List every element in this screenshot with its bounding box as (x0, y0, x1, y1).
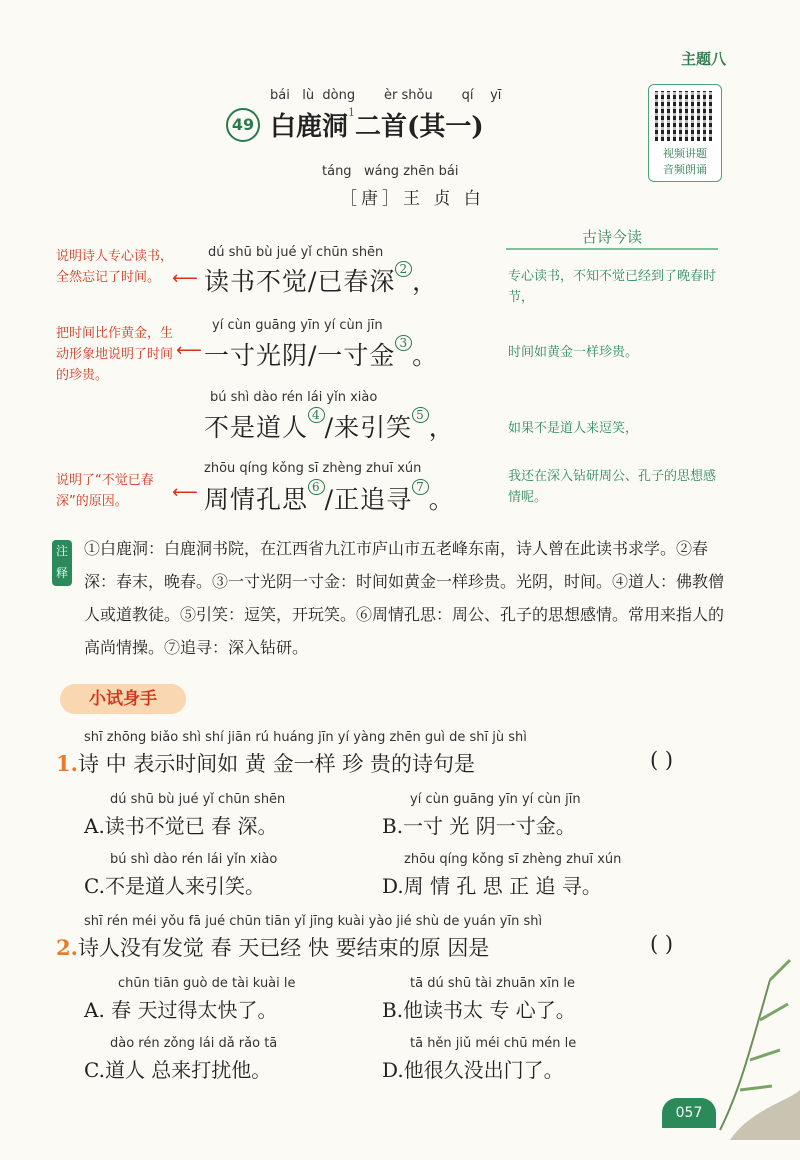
section-label-gushi: 古诗今读 (506, 226, 718, 250)
question-2: 2.诗人没有发觉 春 天已经 快 要结束的原 因是 (56, 935, 490, 960)
author-pinyin: táng wáng zhēn bái (322, 164, 459, 179)
poem-line-1: 读书不觉/已春深 $^2$ ， (204, 262, 439, 296)
option-2b[interactable]: B.他读书太 专 心了。 (382, 998, 576, 1022)
section-title: 小试身手 (60, 684, 186, 714)
option-1a[interactable]: A.读书不觉已 春 深。 (84, 814, 278, 838)
option-pinyin: tā hěn jiǔ méi chū mén le (410, 1036, 577, 1051)
option-pinyin: dú shū bù jué yǐ chūn shēn (110, 792, 286, 807)
notes-tag: 注释 (52, 540, 72, 586)
poem-line-3-pinyin: bú shì dào rén lái yǐn xiào (210, 390, 378, 405)
option-2c[interactable]: C.道人 总来打扰他。 (84, 1058, 272, 1082)
option-pinyin: tā dú shū tài zhuān xīn le (410, 976, 575, 991)
arrow-left-icon: ⟵ (172, 482, 198, 503)
option-pinyin: bú shì dào rén lái yǐn xiào (110, 852, 278, 867)
answer-blank-2[interactable]: ( ) (650, 932, 674, 956)
lesson-number: 49 (226, 108, 260, 142)
option-pinyin: yí cùn guāng yīn yí cùn jīn (410, 792, 581, 807)
page-title: 白鹿洞$^1$二首(其一) (270, 106, 484, 142)
translation-1: 专心读书，不知不觉已经到了晚春时节， (508, 269, 717, 305)
qr-code-icon[interactable] (655, 91, 713, 141)
poem-line-3: 不是道人 $^4$ /来引笑 $^5$ ， (204, 408, 455, 442)
question-1: 1.诗 中 表示时间如 黄 金一样 珍 贵的诗句是 (56, 751, 475, 776)
option-1c[interactable]: C.不是道人来引笑。 (84, 874, 265, 898)
option-pinyin: dào rén zǒng lái dǎ rǎo tā (110, 1036, 278, 1051)
qr-label-audio: 音频朗诵 (663, 163, 707, 176)
translation-4: 我还在深入钻研周公、孔子的思想感情呢。 (508, 469, 717, 505)
option-1b[interactable]: B.一寸 光 阴一寸金。 (382, 814, 576, 838)
page-number: 057 (662, 1098, 716, 1128)
option-2a[interactable]: A. 春 天过得太快了。 (84, 998, 278, 1022)
poem-line-2: 一寸光阴/一寸金 $^3$ 。 (204, 336, 439, 370)
arrow-left-icon: ⟵ (176, 340, 202, 361)
theme-label: 主题八 (680, 50, 726, 68)
bamboo-illustration (710, 940, 800, 1140)
poem-line-2-pinyin: yí cùn guāng yīn yí cùn jīn (212, 318, 383, 333)
side-note-2: 把时间比作黄金，生动形象地说明了时间的珍贵。 (56, 326, 174, 383)
title-pinyin: bái lù dòng èr shǒu qí yī (270, 88, 502, 103)
author: ［唐］王 贞 白 (340, 189, 485, 209)
option-2d[interactable]: D.他很久没出门了。 (382, 1058, 564, 1082)
poem-line-4-pinyin: zhōu qíng kǒng sī zhèng zhuī xún (204, 461, 422, 476)
notes-text: ①白鹿洞：白鹿洞书院，在江西省九江市庐山市五老峰东南，诗人曾在此读书求学。②春深：春末，晚春。③一寸光阴一寸金：时间如黄金一样珍贵。光阴，时间。④道人：佛教僧人或道教徒。⑤引笑：逗笑，开玩笑。⑥周情孔思：周公、孔子的思想感情。常用来指人的高尚情操。⑦追寻：深入钻研。 (84, 539, 725, 657)
qr-code-box[interactable] (648, 84, 722, 182)
translation-2: 时间如黄金一样珍贵。 (508, 345, 639, 360)
answer-blank-1[interactable]: ( ) (650, 748, 674, 772)
question-2-pinyin: shī rén méi yǒu fā jué chūn tiān yǐ jīng kuài yào jié shù de yuán yīn shì (84, 914, 543, 929)
question-1-pinyin: shī zhōng biǎo shì shí jiān rú huáng jīn yí yàng zhēn guì de shī jù shì (84, 730, 527, 745)
arrow-left-icon: ⟵ (172, 268, 198, 289)
poem-line-4: 周情孔思 $^6$ /正追寻 $^7$ 。 (204, 480, 455, 514)
side-note-3: 说明了“不觉已春深”的原因。 (56, 473, 154, 509)
option-pinyin: zhōu qíng kǒng sī zhèng zhuī xún (404, 852, 622, 867)
side-note-1: 说明诗人专心读书，全然忘记了时间。 (56, 249, 174, 285)
option-pinyin: chūn tiān guò de tài kuài le (118, 976, 296, 991)
poem-line-1-pinyin: dú shū bù jué yǐ chūn shēn (208, 245, 384, 260)
translation-3: 如果不是道人来逗笑， (508, 421, 639, 436)
qr-label-video: 视频讲题 (663, 147, 707, 160)
option-1d[interactable]: D.周 情 孔 思 正 追 寻。 (382, 874, 602, 898)
